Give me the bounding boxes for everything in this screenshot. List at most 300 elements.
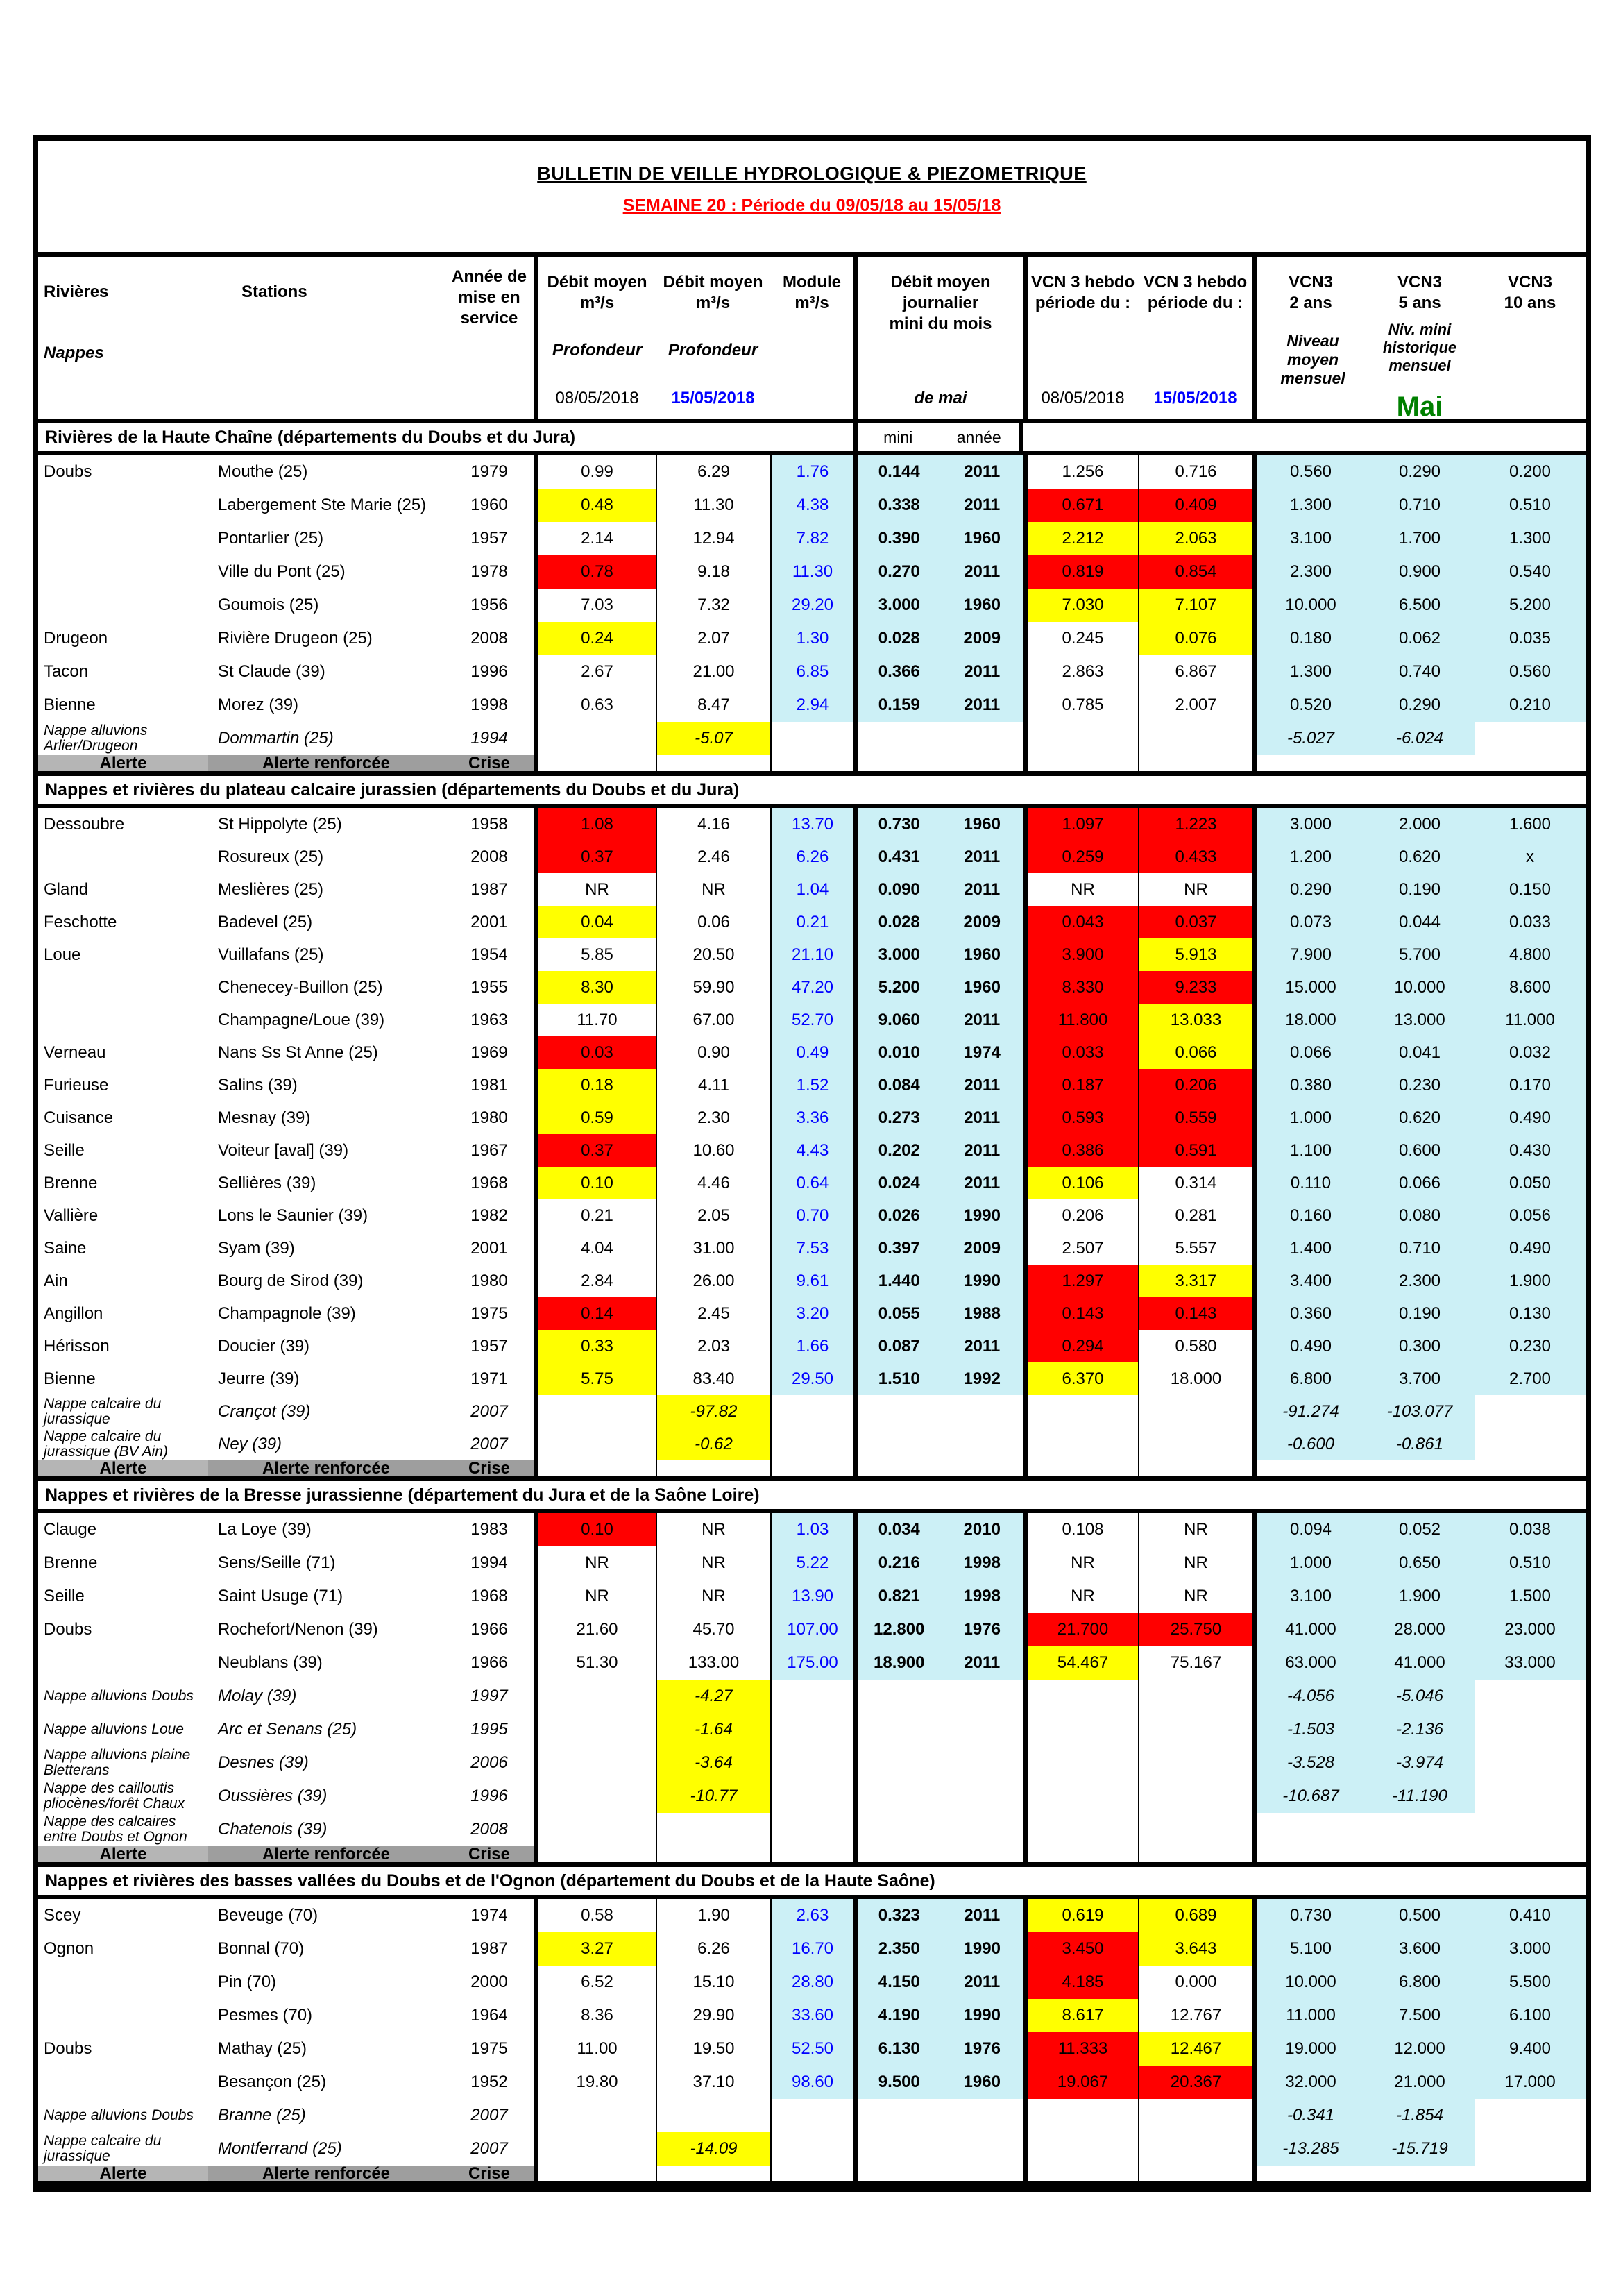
- vcn-hebdo-start: 0.245: [1023, 622, 1138, 655]
- table-frame: [33, 135, 1591, 2192]
- avg-flow-start: NR: [534, 1580, 656, 1613]
- avg-flow-start: 2.67: [534, 655, 656, 689]
- avg-flow-start: 2.14: [534, 522, 656, 555]
- col-label-dmj-1: Débit moyen journalier: [890, 273, 991, 312]
- vcn3-10ans: 0.130: [1475, 1297, 1586, 1330]
- river-label: Bienne: [44, 695, 96, 714]
- module-value: 7.53: [770, 1232, 853, 1265]
- station-label: Montferrand (25): [218, 2139, 342, 2158]
- vcn3-2ans: -0.600: [1252, 1428, 1365, 1460]
- daily-min-year: 1998: [963, 1553, 1001, 1572]
- table-row: [38, 1966, 1586, 1999]
- empty-cell: [1475, 1460, 1586, 1476]
- date-start-2: 08/05/2018: [1041, 389, 1125, 407]
- daily-min-value: 0.202: [878, 1140, 920, 1160]
- vcn-hebdo-start: 1.097: [1023, 808, 1138, 841]
- vcn-hebdo-start: NR: [1023, 1546, 1138, 1580]
- vcn3-5ans: 41.000: [1365, 1646, 1475, 1680]
- vcn3-2ans: 1.400: [1252, 1232, 1365, 1265]
- vcn-hebdo-end: [1138, 1780, 1252, 1813]
- vcn3-2ans: 7.900: [1252, 938, 1365, 971]
- table-row: [38, 2132, 1586, 2166]
- daily-min-value: 6.130: [878, 2039, 920, 2058]
- vcn3-5ans: 10.000: [1365, 971, 1475, 1004]
- module-value: 47.20: [770, 971, 853, 1004]
- daily-min-cell: [853, 1513, 1023, 1546]
- daily-min-year: 1992: [963, 1369, 1001, 1388]
- avg-flow-start: 0.04: [534, 906, 656, 938]
- vcn-hebdo-end: [1138, 722, 1252, 755]
- station-label: Sellières (39): [218, 1173, 316, 1192]
- vcn3-5ans: -0.861: [1365, 1428, 1475, 1460]
- station-label: Pontarlier (25): [218, 529, 324, 548]
- daily-min-cell: [853, 906, 1023, 938]
- table-row: [38, 2066, 1586, 2099]
- vcn3-10ans: [1475, 722, 1586, 755]
- table-section: [38, 1867, 1586, 2186]
- table-row: [38, 522, 1586, 555]
- vcn3-5ans: 6.800: [1365, 1966, 1475, 1999]
- vcn3-10ans: [1475, 1813, 1586, 1846]
- river-label: Cuisance: [44, 1108, 114, 1127]
- daily-min-year: 2011: [964, 1173, 1001, 1192]
- vcn3-2ans: 63.000: [1252, 1646, 1365, 1680]
- vcn3-5ans: -2.136: [1365, 1713, 1475, 1746]
- daily-min-cell: [853, 622, 1023, 655]
- empty-cell: [1252, 1846, 1365, 1862]
- avg-flow-end: 2.03: [656, 1330, 770, 1362]
- daily-min-cell: [853, 873, 1023, 906]
- station-label: Rivière Drugeon (25): [218, 629, 373, 648]
- vcn-hebdo-start: [1023, 2132, 1138, 2166]
- vcn-hebdo-end: 5.557: [1138, 1232, 1252, 1265]
- crise-label: Crise: [444, 755, 534, 771]
- empty-cell: [770, 1846, 853, 1862]
- avg-flow-end: NR: [656, 1513, 770, 1546]
- year-in-service: 1964: [470, 2006, 508, 2025]
- vcn-hebdo-end: [1138, 1746, 1252, 1780]
- vcn3-10ans: 0.050: [1475, 1167, 1586, 1199]
- vcn3-5ans: 0.290: [1365, 455, 1475, 489]
- daily-min-value: 0.273: [878, 1108, 920, 1127]
- station-label: Champagne/Loue (39): [218, 1010, 385, 1029]
- vcn-hebdo-end: 0.281: [1138, 1199, 1252, 1232]
- vcn-hebdo-start: 0.819: [1023, 555, 1138, 589]
- avg-flow-end: NR: [656, 1580, 770, 1613]
- vcn3-5ans: 0.300: [1365, 1330, 1475, 1362]
- river-label: Nappe des calcaires entre Doubs et Ognon: [44, 1814, 187, 1845]
- table-row: [38, 1101, 1586, 1134]
- col-unit-1: m³/s: [579, 294, 615, 312]
- daily-min-cell: [853, 1713, 1023, 1746]
- avg-flow-end: 11.30: [656, 489, 770, 522]
- module-value: 3.20: [770, 1297, 853, 1330]
- table-row: [38, 489, 1586, 522]
- col-label-vcnh2-2: période du :: [1147, 294, 1243, 312]
- empty-cell: [1023, 1846, 1138, 1862]
- module-value: 0.21: [770, 906, 853, 938]
- station-label: Voiteur [aval] (39): [218, 1140, 349, 1160]
- col-label-vcn3-a: VCN3: [1288, 273, 1334, 292]
- vcn-hebdo-end: [1138, 1680, 1252, 1713]
- vcn-hebdo-end: 2.063: [1138, 522, 1252, 555]
- daily-min-cell: [853, 1199, 1023, 1232]
- table-section: [38, 776, 1586, 1481]
- vcn-hebdo-start: 2.507: [1023, 1232, 1138, 1265]
- daily-min-cell: [853, 1004, 1023, 1036]
- vcn-hebdo-start: 0.294: [1023, 1330, 1138, 1362]
- vcn3-5ans: 28.000: [1365, 1613, 1475, 1646]
- daily-min-year: 2011: [964, 496, 1001, 514]
- vcn-hebdo-end: 0.314: [1138, 1167, 1252, 1199]
- vcn3-5ans: 0.650: [1365, 1546, 1475, 1580]
- module-value: 13.90: [770, 1580, 853, 1613]
- vcn3-2ans: 10.000: [1252, 1966, 1365, 1999]
- daily-min-year: 1976: [963, 2039, 1001, 2058]
- year-in-service: 2007: [470, 1401, 508, 1421]
- module-value: 4.43: [770, 1134, 853, 1167]
- vcn-hebdo-end: 20.367: [1138, 2066, 1252, 2099]
- vcn3-2ans: -10.687: [1252, 1780, 1365, 1813]
- vcn3-2ans: 0.180: [1252, 622, 1365, 655]
- daily-min-cell: [853, 841, 1023, 873]
- vcn3-5ans: 0.620: [1365, 841, 1475, 873]
- crise-label: Crise: [444, 1846, 534, 1862]
- vcn-hebdo-end: [1138, 2132, 1252, 2166]
- year-in-service: 2007: [470, 2139, 508, 2158]
- vcn-hebdo-start: 0.106: [1023, 1167, 1138, 1199]
- vcn3-10ans: 0.035: [1475, 622, 1586, 655]
- avg-flow-start: 0.10: [534, 1167, 656, 1199]
- vcn-hebdo-start: [1023, 722, 1138, 755]
- vcn3-5ans: 0.620: [1365, 1101, 1475, 1134]
- vcn3-2ans: 0.160: [1252, 1199, 1365, 1232]
- alert-legend-row: [38, 755, 1586, 776]
- station-label: Ney (39): [218, 1434, 282, 1453]
- table-row: [38, 1134, 1586, 1167]
- avg-flow-end: 12.94: [656, 522, 770, 555]
- river-label: Doubs: [44, 1620, 92, 1639]
- year-in-service: 1974: [470, 1906, 508, 1925]
- daily-min-cell: [853, 2132, 1023, 2166]
- col-unit-2: m³/s: [695, 294, 731, 312]
- table-section: [38, 1481, 1586, 1867]
- daily-min-year: 1960: [963, 529, 1001, 548]
- module-value: 28.80: [770, 1966, 853, 1999]
- year-in-service: 1969: [470, 1043, 508, 1062]
- year-in-service: 1958: [470, 814, 508, 834]
- daily-min-year: 1990: [963, 2006, 1001, 2025]
- river-label: Nappe alluvions Arlier/Drugeon: [44, 723, 148, 754]
- avg-flow-end: 10.60: [656, 1134, 770, 1167]
- vcn3-2ans: 0.290: [1252, 873, 1365, 906]
- vcn3-2ans: 0.730: [1252, 1899, 1365, 1932]
- alert-label: Alerte: [38, 755, 208, 771]
- station-label: Desnes (39): [218, 1753, 309, 1772]
- vcn-hebdo-start: [1023, 1428, 1138, 1460]
- date-end-2: 15/05/2018: [1153, 389, 1237, 407]
- river-label: Nappe alluvions Doubs: [44, 1688, 194, 1704]
- table-row: [38, 722, 1586, 755]
- col-label-niv-mini: Niv. mini historique mensuel: [1382, 321, 1457, 374]
- station-label: Lons le Saunier (39): [218, 1206, 368, 1225]
- station-label: Pesmes (70): [218, 2006, 313, 2025]
- vcn3-10ans: x: [1475, 841, 1586, 873]
- alert-legend-row: [38, 1846, 1586, 1867]
- vcn-hebdo-start: 2.212: [1023, 522, 1138, 555]
- daily-min-year: 2011: [964, 695, 1001, 714]
- avg-flow-end: NR: [656, 1546, 770, 1580]
- module-value: [770, 1780, 853, 1813]
- avg-flow-start: 5.75: [534, 1362, 656, 1395]
- station-label: Syam (39): [218, 1238, 295, 1258]
- daily-min-year: 1990: [963, 1939, 1001, 1958]
- empty-cell: [1138, 755, 1252, 771]
- vcn-hebdo-start: [1023, 1780, 1138, 1813]
- vcn-hebdo-end: [1138, 1713, 1252, 1746]
- module-value: 29.20: [770, 589, 853, 622]
- module-value: 33.60: [770, 1999, 853, 2032]
- year-in-service: 2008: [470, 847, 508, 866]
- avg-flow-end: 2.05: [656, 1199, 770, 1232]
- vcn3-2ans: 1.300: [1252, 655, 1365, 689]
- module-value: 2.63: [770, 1899, 853, 1932]
- daily-min-year: 2011: [964, 1906, 1001, 1925]
- daily-min-cell: [853, 1646, 1023, 1680]
- table-row: [38, 1899, 1586, 1932]
- empty-cell: [1138, 1460, 1252, 1476]
- daily-min-cell: [853, 589, 1023, 622]
- vcn3-2ans: -4.056: [1252, 1680, 1365, 1713]
- vcn3-10ans: [1475, 2132, 1586, 2166]
- vcn-hebdo-end: 2.007: [1138, 689, 1252, 722]
- module-value: 107.00: [770, 1613, 853, 1646]
- table-row: [38, 1004, 1586, 1036]
- daily-min-value: 5.200: [878, 977, 920, 997]
- table-row: [38, 1069, 1586, 1101]
- col-label-profondeur-1: Profondeur: [552, 341, 643, 360]
- vcn3-5ans: 0.190: [1365, 1297, 1475, 1330]
- avg-flow-start: 0.10: [534, 1513, 656, 1546]
- avg-flow-start: [534, 1780, 656, 1813]
- table-row: [38, 1036, 1586, 1069]
- module-value: 0.70: [770, 1199, 853, 1232]
- vcn-hebdo-end: 0.433: [1138, 841, 1252, 873]
- vcn-hebdo-start: 21.700: [1023, 1613, 1138, 1646]
- table-row: [38, 2032, 1586, 2066]
- daily-min-cell: [853, 1167, 1023, 1199]
- daily-min-cell: [853, 1966, 1023, 1999]
- vcn-hebdo-end: 13.033: [1138, 1004, 1252, 1036]
- vcn-hebdo-end: 0.591: [1138, 1134, 1252, 1167]
- header-col-module: [770, 257, 853, 419]
- vcn3-2ans: 10.000: [1252, 589, 1365, 622]
- avg-flow-start: 0.99: [534, 455, 656, 489]
- avg-flow-end: -5.07: [656, 722, 770, 755]
- vcn3-10ans: 0.490: [1475, 1101, 1586, 1134]
- daily-min-value: 0.431: [878, 847, 920, 866]
- avg-flow-start: 4.04: [534, 1232, 656, 1265]
- vcn-hebdo-start: 0.206: [1023, 1199, 1138, 1232]
- daily-min-cell: [853, 1746, 1023, 1780]
- river-label: Nappe calcaire du jurassique: [44, 2133, 162, 2164]
- avg-flow-end: 2.07: [656, 622, 770, 655]
- river-label: [38, 489, 208, 522]
- vcn-hebdo-end: 12.767: [1138, 1999, 1252, 2032]
- avg-flow-end: 2.30: [656, 1101, 770, 1134]
- module-value: 0.49: [770, 1036, 853, 1069]
- daily-min-year: 1960: [963, 596, 1001, 614]
- vcn-hebdo-end: 1.223: [1138, 808, 1252, 841]
- daily-min-cell: [853, 808, 1023, 841]
- vcn-hebdo-end: 12.467: [1138, 2032, 1252, 2066]
- year-in-service: 1966: [470, 1620, 508, 1639]
- station-label: Goumois (25): [218, 596, 319, 614]
- vcn3-2ans: 3.100: [1252, 522, 1365, 555]
- river-label: Vallière: [44, 1206, 99, 1225]
- daily-min-value: 1.510: [878, 1369, 920, 1388]
- vcn3-10ans: [1475, 1746, 1586, 1780]
- module-value: [770, 722, 853, 755]
- river-label: Saine: [44, 1238, 87, 1258]
- daily-min-value: 0.216: [878, 1553, 920, 1572]
- year-in-service: 1968: [470, 1173, 508, 1192]
- avg-flow-end: -3.64: [656, 1746, 770, 1780]
- vcn3-2ans: 0.094: [1252, 1513, 1365, 1546]
- module-value: 98.60: [770, 2066, 853, 2099]
- header-col-debit1: [534, 257, 656, 419]
- table-row: [38, 1680, 1586, 1713]
- daily-min-year: 2011: [964, 662, 1001, 681]
- module-value: [770, 2099, 853, 2132]
- avg-flow-end: 9.18: [656, 555, 770, 589]
- avg-flow-end: 45.70: [656, 1613, 770, 1646]
- table-row: [38, 873, 1586, 906]
- vcn3-2ans: -0.341: [1252, 2099, 1365, 2132]
- daily-min-value: 0.390: [878, 529, 920, 548]
- daily-min-cell: [853, 489, 1023, 522]
- avg-flow-start: 1.08: [534, 808, 656, 841]
- module-value: 1.52: [770, 1069, 853, 1101]
- mini-label: mini: [883, 428, 913, 446]
- vcn3-5ans: 3.700: [1365, 1362, 1475, 1395]
- vcn3-2ans: 15.000: [1252, 971, 1365, 1004]
- empty-cell: [1023, 1460, 1138, 1476]
- vcn-hebdo-end: NR: [1138, 1546, 1252, 1580]
- avg-flow-start: 51.30: [534, 1646, 656, 1680]
- avg-flow-start: 0.33: [534, 1330, 656, 1362]
- section-header-row: [38, 776, 1586, 808]
- vcn3-5ans: 0.066: [1365, 1167, 1475, 1199]
- module-value: 52.70: [770, 1004, 853, 1036]
- year-in-service: 1956: [470, 596, 508, 614]
- vcn-hebdo-end: [1138, 1395, 1252, 1428]
- crise-label: Crise: [444, 2166, 534, 2181]
- module-value: 1.03: [770, 1513, 853, 1546]
- avg-flow-end: [656, 2099, 770, 2132]
- daily-min-value: 9.500: [878, 2073, 920, 2091]
- col-label-vcnh1-2: période du :: [1035, 294, 1131, 312]
- vcn3-2ans: 0.520: [1252, 689, 1365, 722]
- station-label: Saint Usuge (71): [218, 1587, 343, 1605]
- alert-label: Alerte: [38, 1460, 208, 1476]
- vcn3-5ans: 0.062: [1365, 622, 1475, 655]
- table-row: [38, 455, 1586, 489]
- year-in-service: 1987: [470, 879, 508, 899]
- avg-flow-start: 5.85: [534, 938, 656, 971]
- vcn-hebdo-end: [1138, 2099, 1252, 2132]
- year-in-service: 1975: [470, 1303, 508, 1323]
- year-in-service: 1995: [470, 1720, 508, 1739]
- daily-min-year: 1960: [963, 977, 1001, 997]
- avg-flow-start: 21.60: [534, 1613, 656, 1646]
- col-label-vcnh2-1: VCN 3 hebdo: [1143, 273, 1248, 292]
- title-block: [38, 141, 1586, 257]
- daily-min-year: 1960: [963, 945, 1001, 964]
- table-row: [38, 1428, 1586, 1460]
- avg-flow-start: 11.70: [534, 1004, 656, 1036]
- vcn3-10ans: 1.600: [1475, 808, 1586, 841]
- avg-flow-end: 29.90: [656, 1999, 770, 2032]
- table-row: [38, 906, 1586, 938]
- station-label: Crançot (39): [218, 1401, 311, 1421]
- module-value: 13.70: [770, 808, 853, 841]
- year-in-service: 1971: [470, 1369, 508, 1388]
- vcn3-5ans: 2.000: [1365, 808, 1475, 841]
- vcn-hebdo-end: [1138, 1813, 1252, 1846]
- daily-min-value: 9.060: [878, 1010, 920, 1029]
- col-label-debit-moyen-2: Débit moyen: [663, 273, 763, 292]
- station-label: Badevel (25): [218, 912, 313, 931]
- daily-min-cell: [853, 1932, 1023, 1966]
- daily-min-cell: [853, 2066, 1023, 2099]
- year-in-service: 2000: [470, 1973, 508, 1991]
- section-title: Nappes et rivières des basses vallées du Doubs et de l'Ognon (département du Doubs et de la Haute Saône): [45, 1871, 935, 1891]
- vcn3-10ans: 0.490: [1475, 1232, 1586, 1265]
- avg-flow-end: 2.46: [656, 841, 770, 873]
- daily-min-value: 0.366: [878, 662, 920, 681]
- vcn-hebdo-end: NR: [1138, 873, 1252, 906]
- vcn3-5ans: 0.600: [1365, 1134, 1475, 1167]
- empty-cell: [770, 755, 853, 771]
- vcn3-2ans: 0.110: [1252, 1167, 1365, 1199]
- module-value: 11.30: [770, 555, 853, 589]
- module-value: 7.82: [770, 522, 853, 555]
- col-label-dmj-2: mini du mois: [889, 314, 992, 333]
- module-value: 6.85: [770, 655, 853, 689]
- station-label: Rochefort/Nenon (39): [218, 1620, 378, 1639]
- table-row: [38, 1613, 1586, 1646]
- vcn3-10ans: [1475, 1680, 1586, 1713]
- vcn3-5ans: 0.052: [1365, 1513, 1475, 1546]
- year-in-service: 1980: [470, 1271, 508, 1290]
- alert-label: Alerte: [38, 1846, 208, 1862]
- vcn3-10ans: 0.430: [1475, 1134, 1586, 1167]
- col-label-module: Module: [783, 273, 841, 292]
- river-label: Gland: [44, 879, 89, 899]
- avg-flow-end: 4.16: [656, 808, 770, 841]
- river-label: Nappe calcaire du jurassique: [44, 1395, 162, 1427]
- avg-flow-start: [534, 1395, 656, 1428]
- vcn-hebdo-end: 9.233: [1138, 971, 1252, 1004]
- vcn3-2ans: 0.360: [1252, 1297, 1365, 1330]
- year-in-service: 2006: [470, 1753, 508, 1772]
- daily-min-value: 0.084: [878, 1075, 920, 1095]
- vcn-hebdo-end: 0.580: [1138, 1330, 1252, 1362]
- vcn-hebdo-start: 0.143: [1023, 1297, 1138, 1330]
- vcn3-2ans: -5.027: [1252, 722, 1365, 755]
- module-value: 0.64: [770, 1167, 853, 1199]
